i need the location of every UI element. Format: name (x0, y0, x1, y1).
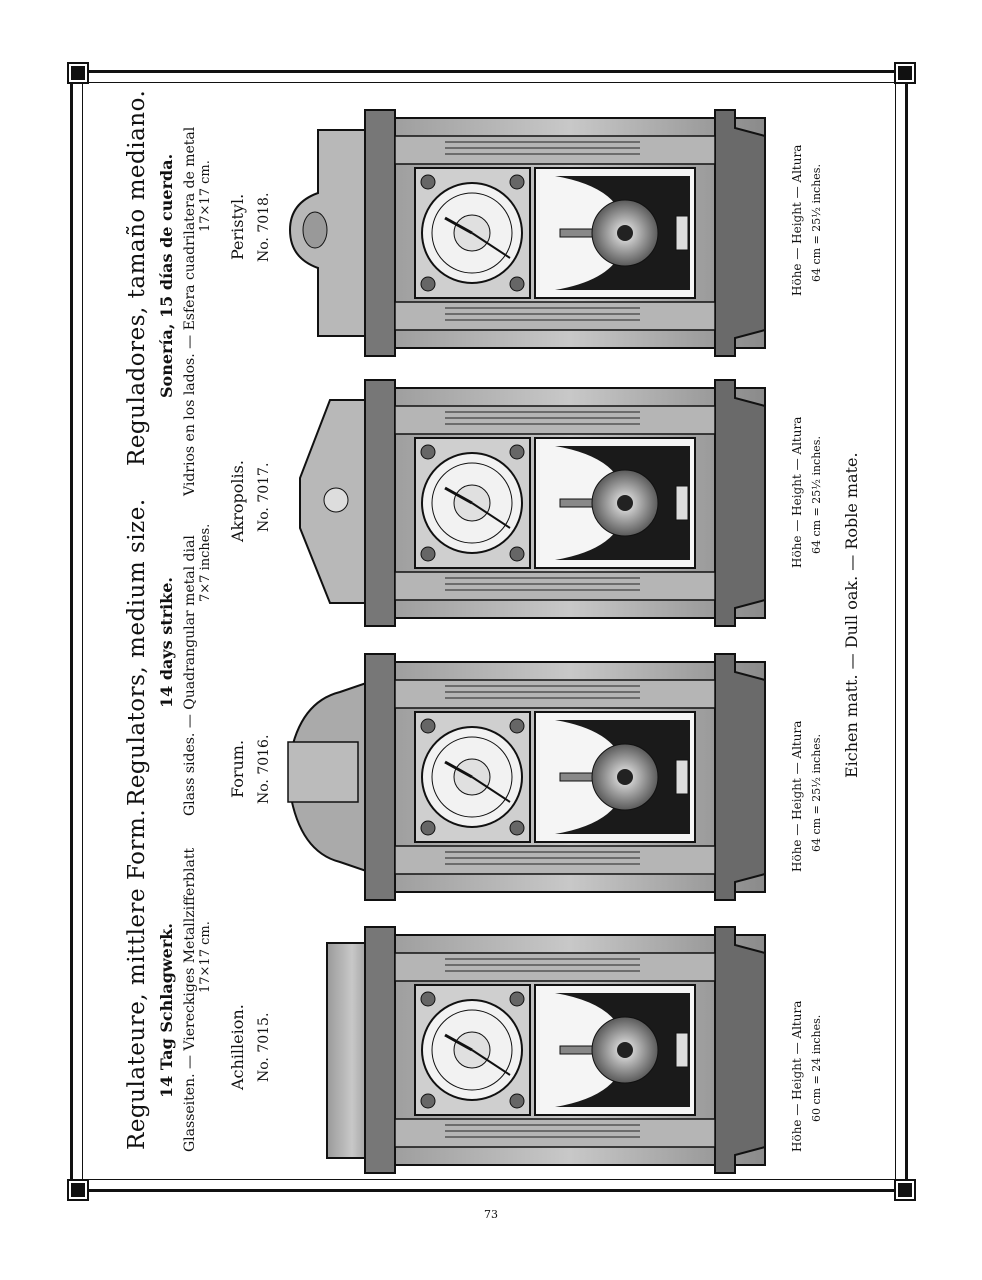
finish-note: Eichen matt. — Dull oak. — Roble mate. (842, 452, 861, 778)
height-label-7017: Höhe — Height — Altura (790, 416, 804, 568)
section-desc1-german: Glasseiten. — Viereckiges Metallzifferblatt (182, 847, 198, 1152)
section-desc2-spanish: 17×17 cm. (198, 160, 213, 232)
height-value-7018: 64 cm = 25½ inches. (810, 164, 823, 282)
section-title-spanish: Reguladores, tamaño mediano. (124, 89, 150, 466)
clock-name-achilleion: Achilleion. (228, 1004, 247, 1090)
page-number: 73 (484, 1208, 498, 1221)
clock-name-forum: Forum. (228, 739, 247, 798)
height-label-7018: Höhe — Height — Altura (790, 144, 804, 296)
section-desc1-spanish: Vidrios en los lados. — Esfera cuadrilatera de metal (182, 126, 198, 496)
height-value-7015: 60 cm = 24 inches. (810, 1014, 823, 1122)
clock-number-7017: No. 7017. (256, 462, 272, 532)
section-strike-german: 14 Tag Schlagwerk. (157, 923, 176, 1098)
clock-number-7016: No. 7016. (256, 734, 272, 804)
section-title-german: Regulateure, mittlere Form. (124, 808, 150, 1150)
clock-number-7018: No. 7018. (256, 192, 272, 262)
section-strike-spanish: Sonería, 15 días de cuerda. (157, 153, 176, 398)
section-desc2-english: 7×7 inches. (198, 523, 213, 602)
clock-name-peristyl: Peristyl. (228, 193, 247, 260)
section-title-english: Regulators, medium size. (124, 498, 150, 806)
height-value-7016: 64 cm = 25½ inches. (810, 734, 823, 852)
section-desc1-english: Glass sides. — Quadrangular metal dial (182, 535, 198, 816)
clock-number-7015: No. 7015. (256, 1012, 272, 1082)
height-label-7015: Höhe — Height — Altura (790, 1000, 804, 1152)
section-strike-english: 14 days strike. (157, 576, 176, 708)
height-label-7016: Höhe — Height — Altura (790, 720, 804, 872)
clock-name-akropolis: Akropolis. (228, 460, 247, 542)
height-value-7017: 64 cm = 25½ inches. (810, 436, 823, 554)
section-desc2-german: 17×17 cm. (198, 921, 213, 993)
